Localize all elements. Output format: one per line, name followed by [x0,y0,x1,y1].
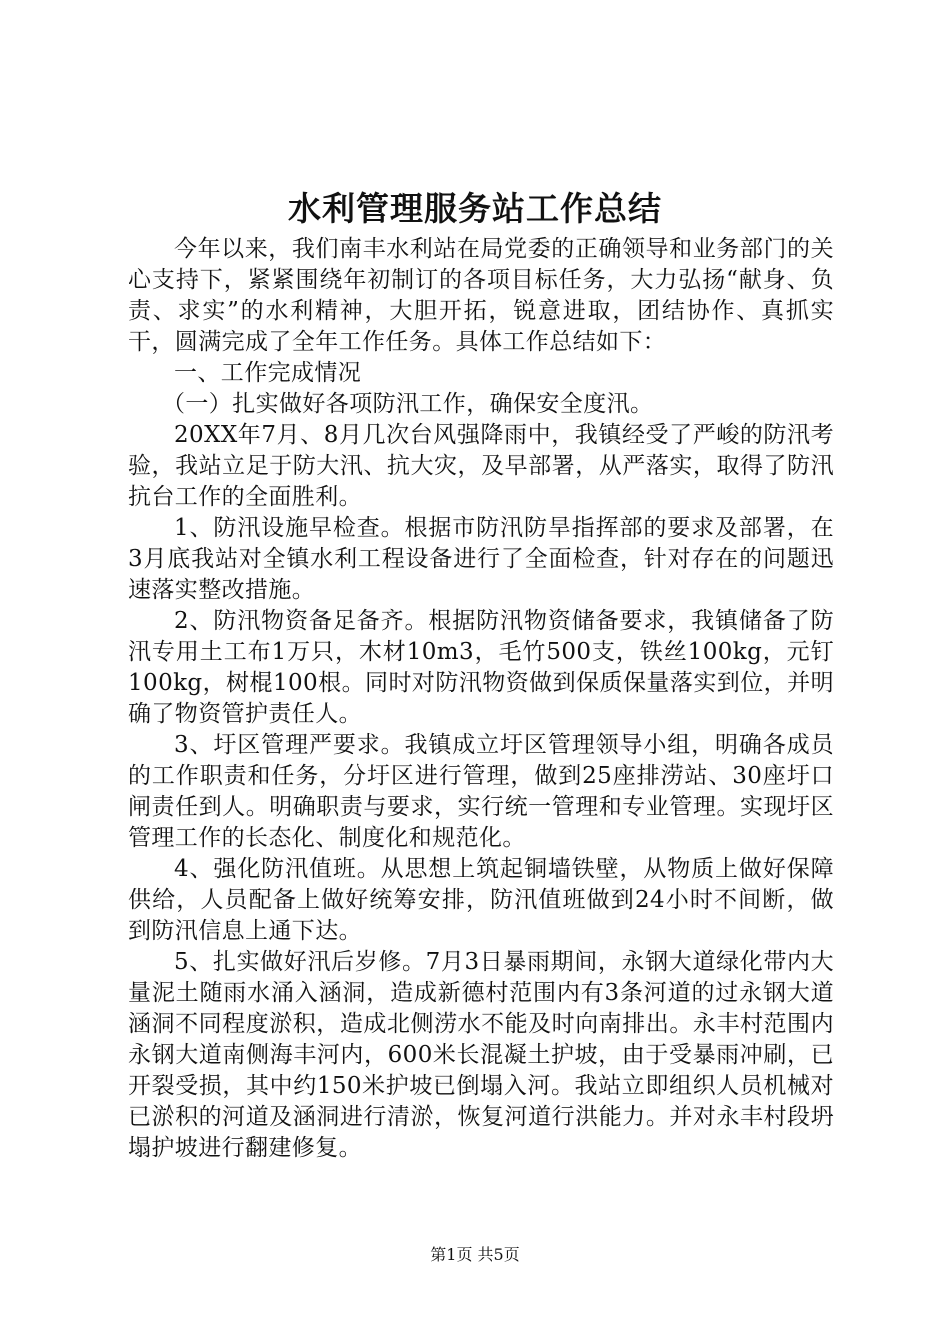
body-paragraph: 20XX年7月、8月几次台风强降雨中，我镇经受了严峻的防汛考验，我站立足于防大汛、抗大灾，及早部署，从严落实，取得了防汛抗台工作的全面胜利。 [128,422,834,510]
subsection-heading: （一）扎实做好各项防汛工作，确保安全度汛。 [162,391,654,417]
body-paragraph: 3、圩区管理严要求。我镇成立圩区管理领导小组，明确各成员的工作职责和任务，分圩区进行管理，做到25座排涝站、30座圩口闸责任到人。明确职责与要求，实行统一管理和专业管理。实现圩区管理工作的长态化、制度化和规范化。 [128,732,834,851]
body-paragraph: 2、防汛物资备足备齐。根据防汛物资储备要求，我镇储备了防汛专用土工布1万只，木材10m3，毛竹500支，铁丝100kg，元钉100kg，树棍100根。同时对防汛物资做到保质保量落实到位，并明确了物资管护责任人。 [128,608,834,727]
body-paragraph: 5、扎实做好汛后岁修。7月3日暴雨期间，永钢大道绿化带内大量泥土随雨水涌入涵洞，造成新德村范围内有3条河道的过永钢大道涵洞不同程度淤积，造成北侧涝水不能及时向南排出。永丰村范围内永钢大道南侧海丰河内，600米长混凝土护坡，由于受暴雨冲刷，已开裂受损，其中约150米护坡已倒塌入河。我站立即组织人员机械对已淤积的河道及涵洞进行清淤，恢复河道行洪能力。并对永丰村段坍塌护坡进行翻建修复。 [128,949,834,1161]
document-title: 水利管理服务站工作总结 [288,189,662,228]
intro-paragraph: 今年以来，我们南丰水利站在局党委的正确领导和业务部门的关心支持下，紧紧围绕年初制订的各项目标任务，大力弘扬“献身、负责、求实”的水利精神，大胆开拓，锐意进取，团结协作、真抓实干，圆满完成了全年工作任务。具体工作总结如下： [128,236,834,355]
document-body [128,234,834,1164]
page-footer: 第1页 共5页 [430,1245,520,1264]
section-heading: 一、工作完成情况 [174,360,362,386]
body-paragraph: 1、防汛设施早检查。根据市防汛防旱指挥部的要求及部署，在3月底我站对全镇水利工程设备进行了全面检查，针对存在的问题迅速落实整改措施。 [128,515,834,603]
body-paragraph: 4、强化防汛值班。从思想上筑起铜墙铁壁，从物质上做好保障供给，人员配备上做好统筹安排，防汛值班做到24小时不间断，做到防汛信息上通下达。 [128,856,834,944]
